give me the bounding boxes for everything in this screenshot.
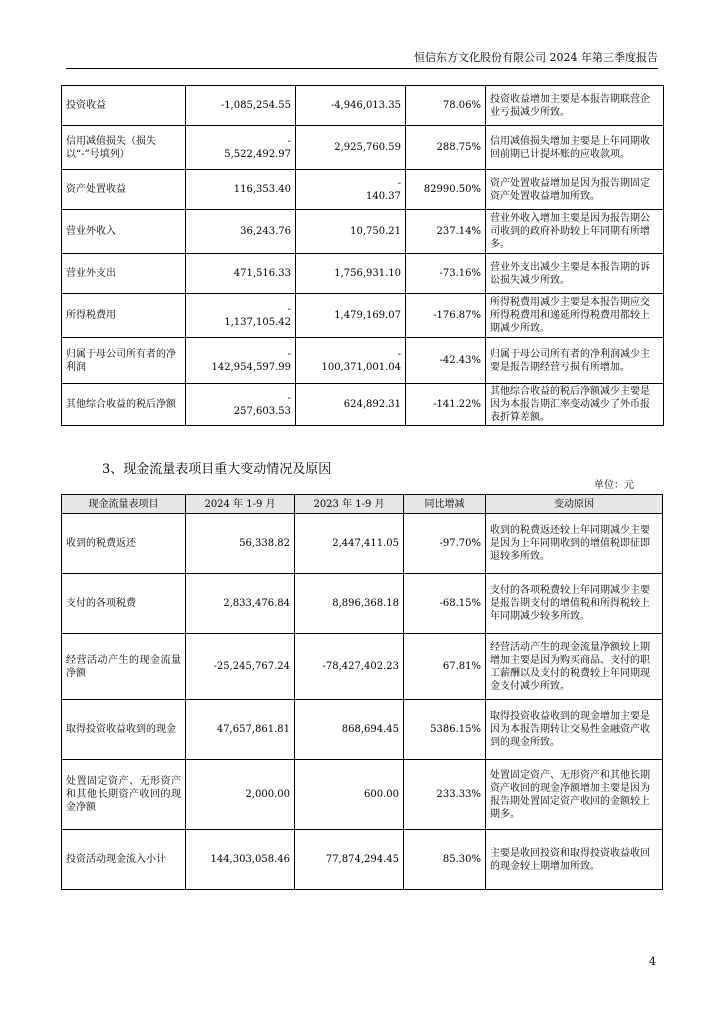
table-row — [62, 294, 664, 338]
table-header-row — [62, 495, 663, 514]
change-percent: 233.33% — [404, 760, 486, 830]
change-percent: 67.81% — [404, 634, 486, 700]
change-percent: -42.43% — [406, 338, 486, 384]
prior-value: 10,750.21 — [296, 210, 406, 254]
prior-value: 8,896,368.18 — [295, 574, 404, 634]
current-value: - 5,522,492.97 — [186, 126, 296, 170]
change-reason: 信用减值损失增加主要是上年同期收回前期已计提坏账的应收款项。 — [486, 126, 664, 170]
table-row — [62, 86, 664, 126]
change-percent: 237.14% — [406, 210, 486, 254]
current-value: 116,353.40 — [186, 170, 296, 210]
item-name: 营业外收入 — [62, 210, 186, 254]
table-row — [62, 634, 663, 700]
current-value: 36,243.76 — [186, 210, 296, 254]
item-name: 其他综合收益的税后净额 — [62, 384, 186, 426]
change-reason: 主要是收回投资和取得投资收益收回的现金较上期增加所致。 — [486, 830, 663, 890]
current-value: 47,657,861.81 — [186, 700, 295, 760]
header-prior: 2023 年 1-9 月 — [295, 495, 404, 514]
item-name: 资产处置收益 — [62, 170, 186, 210]
prior-value: 2,925,760.59 — [296, 126, 406, 170]
change-reason: 取得投资收益收到的现金增加主要是因为本报告期转让交易性金融资产收到的现金所致。 — [486, 700, 663, 760]
item-name: 归属于母公司所有者的净利润 — [62, 338, 186, 384]
item-name: 所得税费用 — [62, 294, 186, 338]
change-reason: 所得税费用减少主要是本报告期应交所得税费用和递延所得税费用都较上期减少所致。 — [486, 294, 664, 338]
change-reason: 投资收益增加主要是本报告期联营企业亏损减少所致。 — [486, 86, 664, 126]
table-row — [62, 126, 664, 170]
current-value: - 257,603.53 — [186, 384, 296, 426]
change-percent: 82990.50% — [406, 170, 486, 210]
current-value: 2,000.00 — [186, 760, 295, 830]
prior-value: -4,946,013.35 — [296, 86, 406, 126]
current-value: 2,833,476.84 — [186, 574, 295, 634]
change-percent: 78.06% — [406, 86, 486, 126]
header-reason: 变动原因 — [486, 495, 663, 514]
prior-value: -78,427,402.23 — [295, 634, 404, 700]
header-item: 现金流量表项目 — [62, 495, 186, 514]
change-reason: 营业外支出减少主要是本报告期的诉讼损失减少所致。 — [486, 254, 664, 294]
prior-value: 600.00 — [295, 760, 404, 830]
table-row — [62, 170, 664, 210]
table-row — [62, 338, 664, 384]
prior-value: 1,479,169.07 — [296, 294, 406, 338]
unit-label: 单位：元 — [594, 480, 634, 491]
prior-value: 77,874,294.45 — [295, 830, 404, 890]
current-value: -25,245,767.24 — [186, 634, 295, 700]
current-value: 144,303,058.46 — [186, 830, 295, 890]
current-value: - 1,137,105.42 — [186, 294, 296, 338]
change-percent: 288.75% — [406, 126, 486, 170]
income-statement-changes-table — [61, 85, 664, 426]
prior-value: 2,447,411.05 — [295, 514, 404, 574]
change-percent: -73.16% — [406, 254, 486, 294]
change-reason: 收到的税费返还较上年同期减少主要是因为上年同期收到的增值税即征即退较多所致。 — [486, 514, 663, 574]
current-value: -1,085,254.55 — [186, 86, 296, 126]
change-percent: -141.22% — [406, 384, 486, 426]
header-change: 同比增减 — [404, 495, 486, 514]
item-name: 营业外支出 — [62, 254, 186, 294]
change-reason: 归属于母公司所有者的净利润减少主要是报告期经营亏损有所增加。 — [486, 338, 664, 384]
page-number: 4 — [649, 955, 656, 968]
prior-value: 624,892.31 — [296, 384, 406, 426]
item-name: 收到的税费返还 — [62, 514, 186, 574]
section-title: 3、现金流量表项目重大变动情况及原因 — [102, 462, 332, 477]
current-value: 56,338.82 — [186, 514, 295, 574]
change-reason: 资产处置收益增加是因为报告期固定资产处置收益增加所致。 — [486, 170, 664, 210]
prior-value: - 100,371,001.04 — [296, 338, 406, 384]
table-row — [62, 514, 663, 574]
change-percent: -176.87% — [406, 294, 486, 338]
header-current: 2024 年 1-9 月 — [186, 495, 295, 514]
current-value: - 142,954,597.99 — [186, 338, 296, 384]
item-name: 经营活动产生的现金流量净额 — [62, 634, 186, 700]
prior-value: 1,756,931.10 — [296, 254, 406, 294]
change-reason: 其他综合收益的税后净额减少主要是因为本报告期汇率变动减少了外币报表折算差额。 — [486, 384, 664, 426]
change-percent: 85.30% — [404, 830, 486, 890]
table-row — [62, 254, 664, 294]
change-percent: -97.70% — [404, 514, 486, 574]
item-name: 处置固定资产、无形资产和其他长期资产收回的现金净额 — [62, 760, 186, 830]
change-percent: -68.15% — [404, 574, 486, 634]
prior-value: 868,694.45 — [295, 700, 404, 760]
report-title: 恒信东方文化股份有限公司 2024 年第三季度报告 — [414, 51, 658, 64]
item-name: 投资收益 — [62, 86, 186, 126]
table-row — [62, 830, 663, 890]
change-reason: 支付的各项税费较上年同期减少主要是报告期支付的增值税和所得税较上年同期减少较多所致。 — [486, 574, 663, 634]
table-row — [62, 760, 663, 830]
table-row — [62, 700, 663, 760]
cash-flow-changes-table — [61, 494, 663, 890]
table-row — [62, 210, 664, 254]
change-reason: 营业外收入增加主要是因为报告期公司收到的政府补助较上年同期有所增多。 — [486, 210, 664, 254]
prior-value: - 140.37 — [296, 170, 406, 210]
item-name: 信用减值损失（损失以“-”号填列） — [62, 126, 186, 170]
table-row — [62, 384, 664, 426]
change-percent: 5386.15% — [404, 700, 486, 760]
page-header — [66, 50, 658, 69]
item-name: 投资活动现金流入小计 — [62, 830, 186, 890]
item-name: 支付的各项税费 — [62, 574, 186, 634]
table-row — [62, 574, 663, 634]
item-name: 取得投资收益收到的现金 — [62, 700, 186, 760]
change-reason: 经营活动产生的现金流量净额较上期增加主要是因为购买商品、支付的职工薪酬以及支付的税费较上年同期现金支付减少所致。 — [486, 634, 663, 700]
current-value: 471,516.33 — [186, 254, 296, 294]
change-reason: 处置固定资产、无形资产和其他长期资产收回的现金净额增加主要是因为报告期处置固定资产收回的金额较上期多。 — [486, 760, 663, 830]
